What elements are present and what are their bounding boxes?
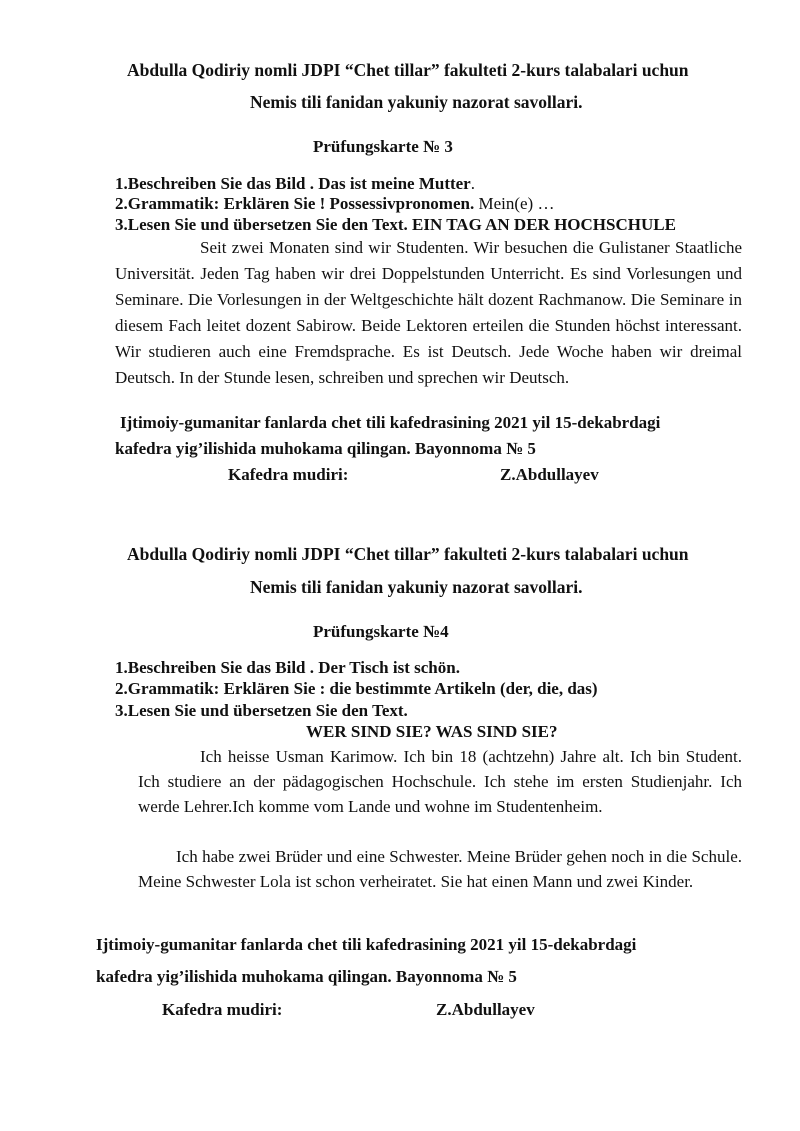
card2-title: Prüfungskarte №4 (313, 622, 449, 641)
card2-text-paragraph-1: Ich heisse Usman Karimow. Ich bin 18 (achtzehn) Jahre alt. Ich bin Student. Ich studiere an der pädagogischen Hochschule. Ich stehe im ersten Studienjahr. Ich werde Lehrer.Ich komme vom Lande und wohne im Studentenheim. (138, 747, 742, 816)
card1-q2-text: 2.Grammatik: Erklären Sie ! Possessivpronomen. (115, 194, 475, 213)
card2-footer-line1: Ijtimoiy-gumanitar fanlarda chet tili kafedrasining 2021 yil 15-dekabrdagi (96, 935, 637, 954)
card2-text-paragraph-2: Ich habe zwei Brüder und eine Schwester. Meine Brüder gehen noch in die Schule. Meine Schwester Lola ist schon verheiratet. Sie hat einen Mann und zwei Kinder. (138, 847, 742, 891)
card1-question-1 (115, 175, 475, 193)
card1-header-line2: Nemis tili fanidan yakuniy nazorat savollari. (250, 92, 583, 112)
card2-head-label: Kafedra mudiri: (162, 1000, 283, 1019)
card1-q1-end: . (470, 174, 475, 193)
card1-q1-text: 1.Beschreiben Sie das Bild . Das ist meine Mutter (115, 174, 471, 193)
card1-reading-text: Seit zwei Monaten sind wir Studenten. Wir besuchen die Gulistaner Staatliche Universität. Jeden Tag haben wir drei Doppelstunden Unterricht. Es sind Vorlesungen und Seminare. Die Vorlesungen in der Weltgeschichte hält dozent Rachmanow. Die Seminare in diesem Fach leitet dozent Sabirow. Beide Lektoren erteilen die Stunden höchst interessant. Wir studieren auch eine Fremdsprache. Es ist Deutsch. Jede Woche haben wir dreimal Deutsch. In der Stunde lesen, schreiben und sprechen wir Deutsch. (115, 238, 742, 387)
card2-head-name: Z.Abdullayev (436, 1000, 535, 1019)
card2-question-3: 3.Lesen Sie und übersetzen Sie den Text. (115, 701, 408, 720)
card1-title: Prüfungskarte № 3 (313, 137, 453, 156)
card1-question-2 (115, 195, 554, 213)
card2-header-line2: Nemis tili fanidan yakuniy nazorat savollari. (250, 577, 583, 597)
card1-footer-line2: kafedra yig’ilishida muhokama qilingan. Bayonnoma № 5 (115, 439, 536, 458)
card1-q2-example: Mein(e) … (474, 194, 555, 213)
card2-text-title: WER SIND SIE? WAS SIND SIE? (306, 722, 558, 741)
card1-footer-line1: Ijtimoiy-gumanitar fanlarda chet tili kafedrasining 2021 yil 15-dekabrdagi (120, 413, 661, 432)
card2-footer-line2: kafedra yig’ilishida muhokama qilingan. Bayonnoma № 5 (96, 967, 517, 986)
card1-head-name: Z.Abdullayev (500, 465, 599, 484)
card1-head-label: Kafedra mudiri: (228, 465, 349, 484)
card1-question-3: 3.Lesen Sie und übersetzen Sie den Text. EIN TAG AN DER HOCHSCHULE (115, 215, 676, 234)
card2-question-1: 1.Beschreiben Sie das Bild . Der Tisch ist schön. (115, 658, 460, 677)
card2-question-2: 2.Grammatik: Erklären Sie : die bestimmte Artikeln (der, die, das) (115, 679, 598, 698)
card1-header-line1: Abdulla Qodiriy nomli JDPI “Chet tillar” fakulteti 2-kurs talabalari uchun (127, 60, 689, 80)
card2-header-line1: Abdulla Qodiriy nomli JDPI “Chet tillar” fakulteti 2-kurs talabalari uchun (127, 544, 689, 564)
